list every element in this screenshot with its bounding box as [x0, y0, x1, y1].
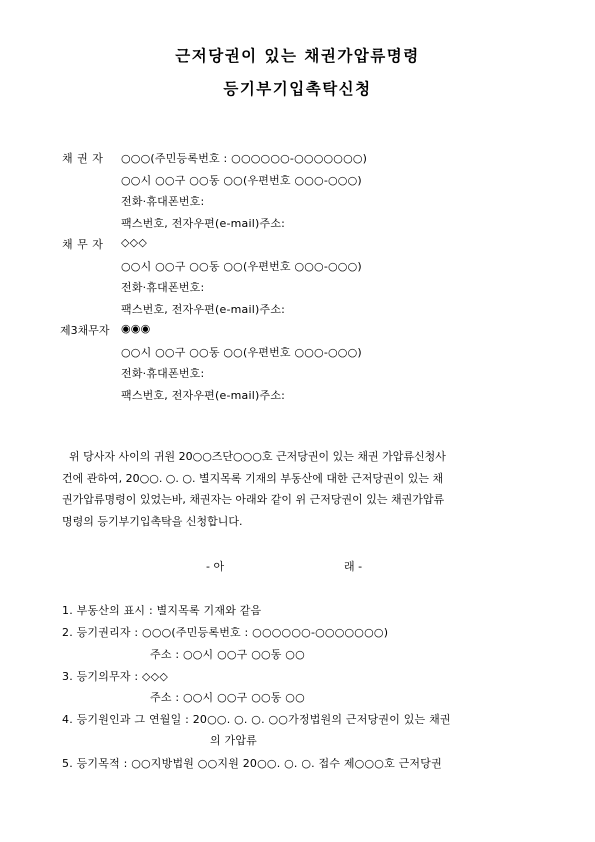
item-registration-purpose: 5. 등기목적 : ○○지방법원 ○○지원 20○○. ○. ○. 접수 제○○○호 근저당권 — [62, 757, 442, 770]
item-registration-obligor: 3. 등기의무자 : ◇◇◇ — [62, 670, 168, 683]
item-registration-cause-cont: 의 가압류 — [210, 734, 258, 747]
debtor-address-line: ○○시 ○○구 ○○동 ○○(우편번호 ○○○-○○○) — [121, 260, 362, 273]
third-debtor-name-line: ◉◉◉ — [121, 322, 151, 335]
item-registration-cause: 4. 등기원인과 그 연월일 : 20○○. ○. ○. ○○가정법원의 근저당권이 있는 채권 — [62, 713, 451, 726]
third-debtor-phone-line: 전화·휴대폰번호: — [121, 367, 205, 380]
heading-below-left: - 아 — [206, 560, 225, 573]
heading-below-right: 래 - — [344, 560, 363, 573]
item-real-estate: 1. 부동산의 표시 : 별지목록 기재와 같음 — [62, 604, 262, 617]
item-registration-holder: 2. 등기권리자 : ○○○(주민등록번호 : ○○○○○○-○○○○○○○) — [62, 626, 389, 639]
item-registration-obligor-address: 주소 : ○○시 ○○구 ○○동 ○○ — [150, 691, 305, 704]
document-title-line1: 근저당권이 있는 채권가압류명령 — [175, 46, 420, 65]
body-line: 위 당사자 사이의 귀원 20○○즈단○○○호 근저당권이 있는 채권 가압류신청사 — [62, 450, 446, 463]
debtor-name-line: ◇◇◇ — [121, 236, 147, 249]
document-title-line2: 등기부기입촉탁신청 — [223, 79, 372, 98]
body-line: 명령의 등기부기입촉탁을 신청합니다. — [62, 514, 243, 528]
third-debtor-label: 제3채무자 — [60, 324, 110, 337]
body-line: 권가압류명령이 있었는바, 채권자는 아래와 같이 위 근저당권이 있는 채권가압류 — [62, 493, 445, 506]
creditor-phone-line: 전화·휴대폰번호: — [121, 195, 205, 208]
creditor-fax-email-line: 팩스번호, 전자우편(e-mail)주소: — [121, 217, 286, 230]
debtor-phone-line: 전화·휴대폰번호: — [121, 281, 205, 294]
debtor-label: 채 무 자 — [62, 238, 104, 251]
body-line: 건에 관하여, 20○○. ○. ○. 별지목록 기재의 부동산에 대한 근저당권이 있는 채 — [62, 471, 444, 485]
debtor-fax-email-line: 팩스번호, 전자우편(e-mail)주소: — [121, 303, 286, 316]
creditor-label: 채 권 자 — [62, 152, 104, 165]
creditor-address-line: ○○시 ○○구 ○○동 ○○(우편번호 ○○○-○○○) — [121, 174, 362, 187]
third-debtor-address-line: ○○시 ○○구 ○○동 ○○(우편번호 ○○○-○○○) — [121, 346, 362, 359]
item-registration-holder-address: 주소 : ○○시 ○○구 ○○동 ○○ — [150, 648, 305, 661]
third-debtor-fax-email-line: 팩스번호, 전자우편(e-mail)주소: — [121, 389, 286, 402]
creditor-name-line: ○○○(주민등록번호 : ○○○○○○-○○○○○○○) — [121, 152, 368, 165]
request-body-paragraph — [62, 446, 532, 532]
